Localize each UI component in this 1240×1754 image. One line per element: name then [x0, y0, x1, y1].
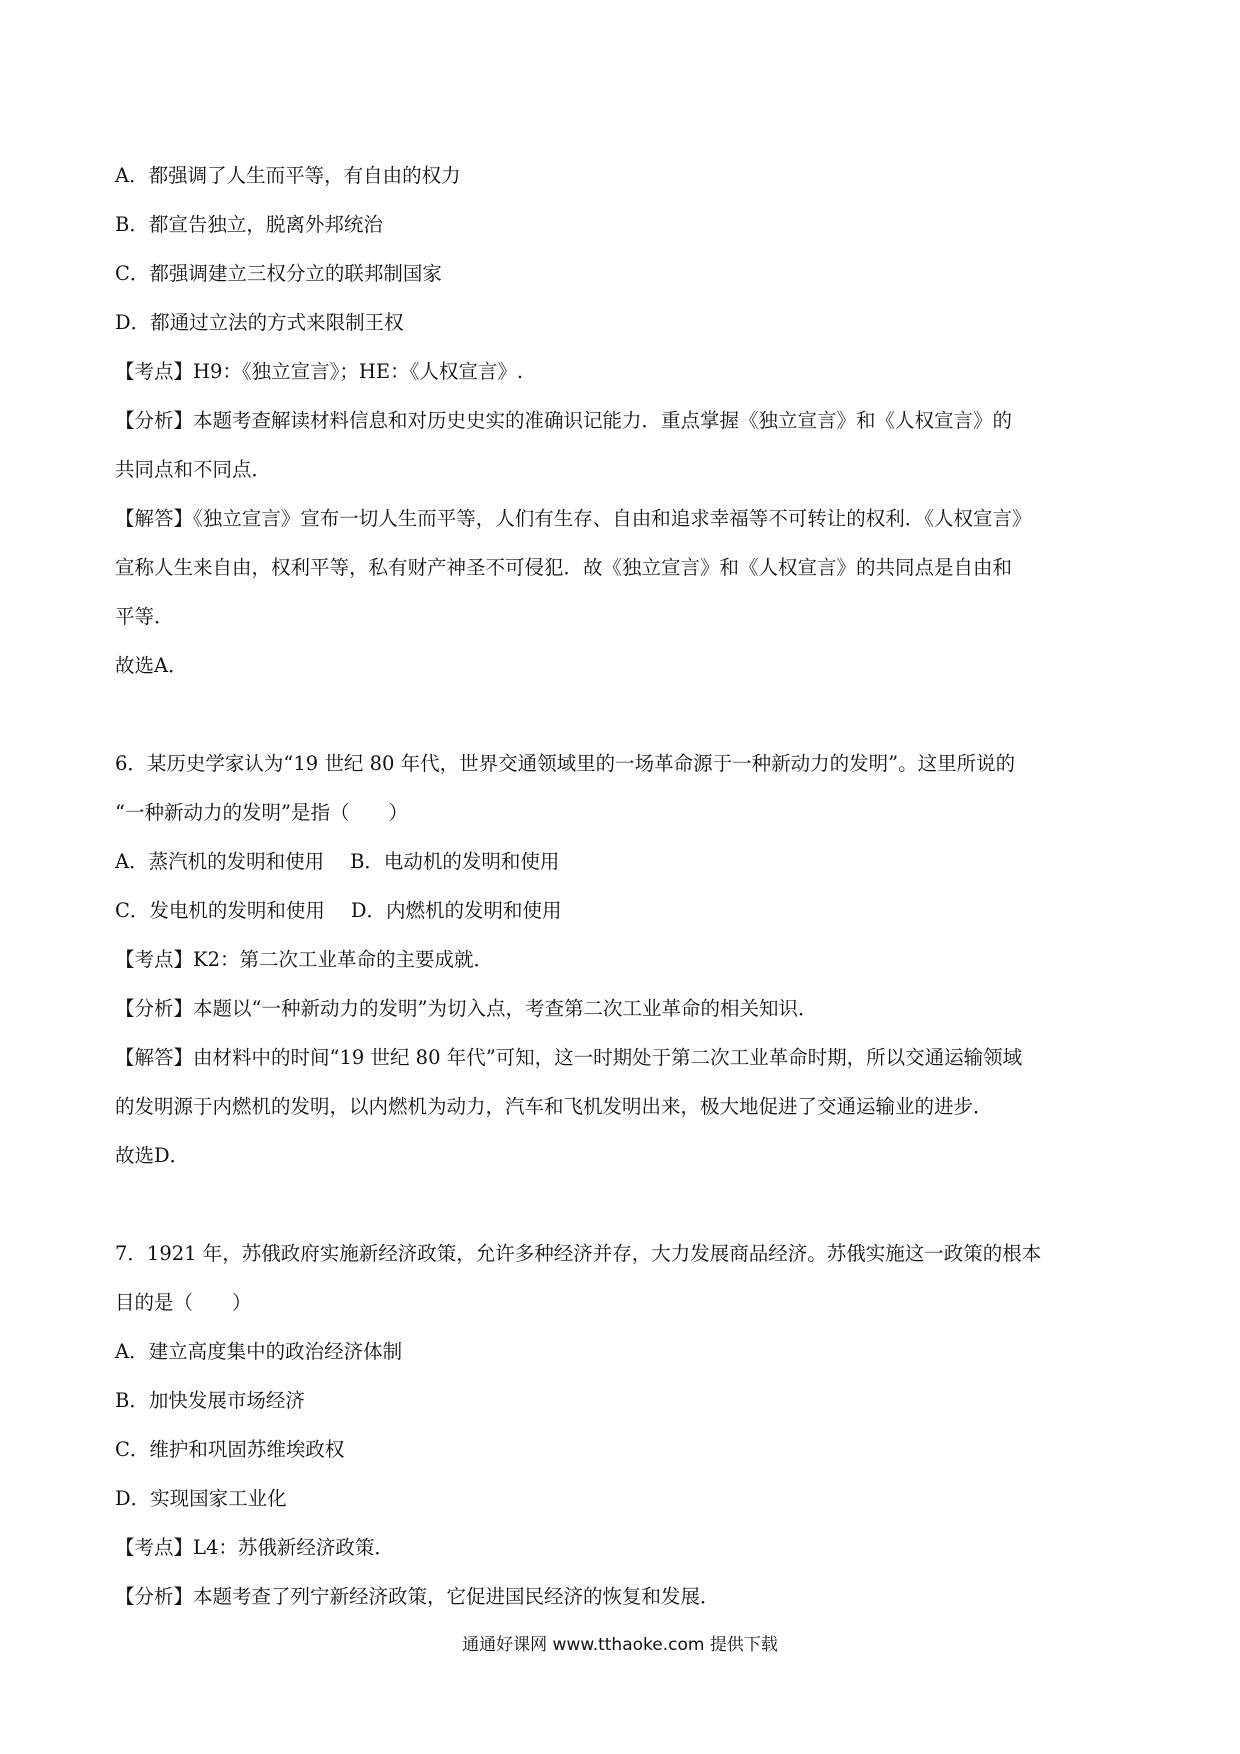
q6-option-d: D．内燃机的发明和使用 — [350, 899, 562, 922]
q6-kaodian: 【考点】K2：第二次工业革命的主要成就． — [115, 948, 493, 971]
q6-options-row-2 — [115, 899, 562, 923]
q7-option-d: D．实现国家工业化 — [115, 1487, 287, 1510]
q5-option-b: B．都宣告独立，脱离外邦统治 — [115, 213, 383, 236]
q7-kaodian: 【考点】L4：苏俄新经济政策． — [115, 1536, 394, 1559]
q6-options-row-1 — [115, 850, 559, 874]
q6-answer: 故选D． — [115, 1144, 190, 1167]
q5-fenxi-line-1: 【分析】本题考查解读材料信息和对历史史实的准确识记能力．重点掌握《独立宣言》和《人权宣言》的 — [115, 409, 1013, 432]
q7-option-c: C．维护和巩固苏维埃政权 — [115, 1438, 345, 1461]
q5-jieda-line-1: 【解答】《独立宣言》宣布一切人生而平等，人们有生存、自由和追求幸福等不可转让的权利．《人权宣言》 — [115, 507, 1032, 530]
q5-option-c: C．都强调建立三权分立的联邦制国家 — [115, 262, 442, 285]
q6-stem-line-2: “一种新动力的发明”是指（ ） — [115, 801, 408, 824]
q5-jieda-line-2: 宣称人生来自由，权利平等，私有财产神圣不可侵犯．故《独立宣言》和《人权宣言》的共同点是自由和 — [115, 556, 1013, 579]
q5-option-a: A．都强调了人生而平等，有自由的权力 — [115, 164, 461, 187]
q6-option-a: A．蒸汽机的发明和使用 — [115, 850, 325, 873]
q5-option-d: D．都通过立法的方式来限制王权 — [115, 311, 404, 334]
q6-option-b: B．电动机的发明和使用 — [350, 850, 560, 873]
q7-stem-line-1: 7．1921 年，苏俄政府实施新经济政策，允许多种经济并存，大力发展商品经济。苏俄实施这一政策的根本 — [115, 1242, 1042, 1265]
q7-stem-line-2: 目的是（ ） — [115, 1291, 252, 1314]
q5-fenxi-line-2: 共同点和不同点． — [115, 458, 272, 481]
q7-fenxi: 【分析】本题考查了列宁新经济政策，它促进国民经济的恢复和发展． — [115, 1585, 720, 1608]
q5-kaodian: 【考点】H9：《独立宣言》；HE：《人权宣言》. — [115, 360, 524, 383]
q7-option-a: A．建立高度集中的政治经济体制 — [115, 1340, 403, 1363]
q5-jieda-line-3: 平等． — [115, 605, 174, 628]
q7-option-b: B．加快发展市场经济 — [115, 1389, 305, 1412]
q6-jieda-line-2: 的发明源于内燃机的发明，以内燃机为动力，汽车和飞机发明出来，极大地促进了交通运输业的进步． — [115, 1095, 993, 1118]
q6-jieda-line-1: 【解答】由材料中的时间“19 世纪 80 年代”可知，这一时期处于第二次工业革命时期，所以交通运输领域 — [115, 1046, 1023, 1069]
q6-option-c: C．发电机的发明和使用 — [115, 899, 325, 922]
page-footer: 通通好课网 www.tthaoke.com 提供下载 — [462, 1635, 778, 1655]
q5-answer: 故选A． — [115, 654, 188, 677]
q6-stem-line-1: 6．某历史学家认为“19 世纪 80 年代，世界交通领域里的一场革命源于一种新动力的发明”。这里所说的 — [115, 752, 1016, 775]
q6-fenxi: 【分析】本题以“一种新动力的发明”为切入点，考查第二次工业革命的相关知识． — [115, 997, 818, 1020]
